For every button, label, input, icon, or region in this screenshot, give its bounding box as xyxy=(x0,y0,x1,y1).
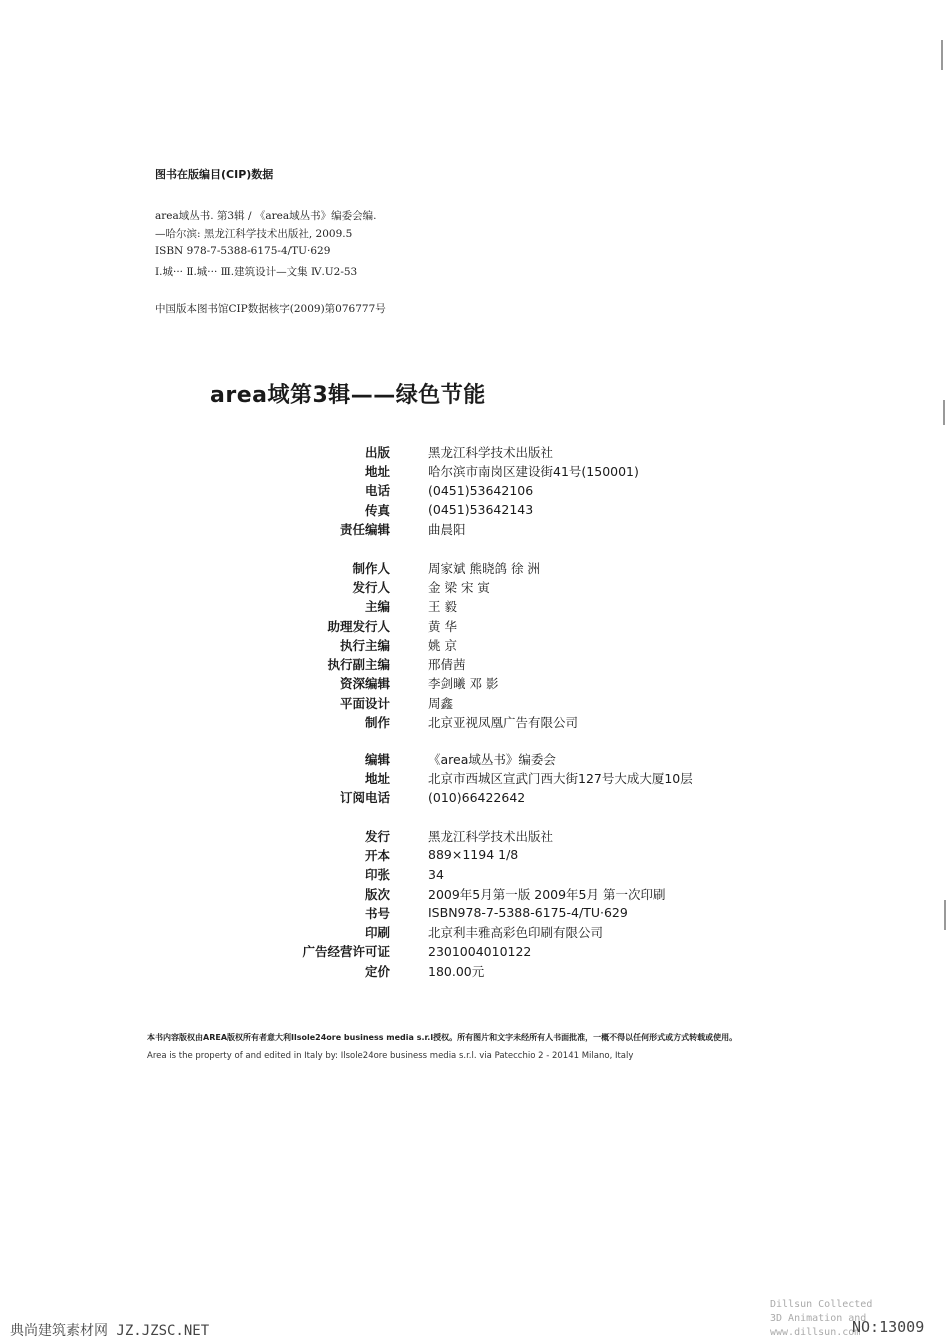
info-label: 执行主编 xyxy=(339,637,390,653)
info-label: 发行人 xyxy=(352,579,390,595)
info-group-staff xyxy=(270,558,770,732)
info-label: 制作 xyxy=(364,715,390,731)
info-value: 34 xyxy=(428,866,444,882)
info-row xyxy=(270,826,770,845)
watermark-number: NO:13009 xyxy=(852,1318,925,1336)
info-label: 地址 xyxy=(364,770,390,786)
info-value: 邢倩茜 xyxy=(428,657,466,673)
info-group-publisher xyxy=(270,442,770,538)
book-title: area域第3辑——绿色节能 xyxy=(210,383,486,408)
info-row xyxy=(270,577,770,596)
info-row xyxy=(270,442,770,461)
info-label: 广告经营许可证 xyxy=(302,944,390,960)
info-value: (010)66422642 xyxy=(428,789,526,805)
info-label: 印张 xyxy=(364,867,390,883)
info-label: 地址 xyxy=(364,463,390,479)
cip-line: Ⅰ.城··· Ⅱ.城··· Ⅲ.建筑设计—文集 Ⅳ.U2-53 xyxy=(155,266,358,278)
watermark-line: Dillsun Collected xyxy=(770,1299,873,1310)
info-row xyxy=(270,884,770,903)
info-row xyxy=(270,519,770,538)
watermark-line: 3D Animation and xyxy=(770,1313,867,1324)
info-label: 版次 xyxy=(364,886,390,902)
info-row xyxy=(270,961,770,980)
info-label: 编辑 xyxy=(364,751,390,767)
scan-edge-mark xyxy=(941,40,943,70)
info-value: 2301004010122 xyxy=(428,943,532,959)
info-value: 周鑫 xyxy=(428,695,454,711)
info-row xyxy=(270,712,770,731)
info-value: 北京利丰雅高彩色印刷有限公司 xyxy=(428,925,604,941)
cip-approval: 中国版本图书馆CIP数据核字(2009)第076777号 xyxy=(155,303,386,315)
info-row xyxy=(270,500,770,519)
info-value: ISBN978-7-5388-6175-4/TU·629 xyxy=(428,905,628,921)
info-row xyxy=(270,845,770,864)
watermark-line: www.dillsun.com xyxy=(770,1327,861,1338)
info-row xyxy=(270,616,770,635)
info-group-editorial xyxy=(270,749,770,807)
info-label: 开本 xyxy=(364,847,390,863)
info-label: 印刷 xyxy=(364,925,390,941)
info-label: 定价 xyxy=(364,963,390,979)
info-label: 主编 xyxy=(364,599,390,615)
info-value: 黑龙江科学技术出版社 xyxy=(428,444,554,460)
info-row xyxy=(270,635,770,654)
info-value: (0451)53642143 xyxy=(428,502,534,518)
watermark-site: 典尚建筑素材网 JZ.JZSC.NET xyxy=(10,1323,210,1339)
info-label: 书号 xyxy=(364,905,390,921)
info-row xyxy=(270,693,770,712)
info-row xyxy=(270,481,770,500)
info-label: 资深编辑 xyxy=(339,676,390,692)
info-value: 金 梁 宋 寅 xyxy=(428,579,490,595)
info-value: 2009年5月第一版 2009年5月 第一次印刷 xyxy=(428,886,666,902)
info-row xyxy=(270,922,770,941)
info-label: 制作人 xyxy=(352,560,390,576)
copyright-cn: 本书内容版权由AREA版权所有者意大利Ilsole24ore business media s.r.l授权。所有图片和文字未经所有人书面批准，一概不得以任何形式或方式转载或使用。 xyxy=(147,1033,738,1042)
cip-line: ISBN 978-7-5388-6175-4/TU·629 xyxy=(155,245,331,257)
info-label: 电话 xyxy=(364,483,390,499)
info-label: 订阅电话 xyxy=(339,790,390,806)
info-value: 北京市西城区宣武门西大街127号大成大厦10层 xyxy=(428,770,693,786)
cip-line: —哈尔滨: 黑龙江科学技术出版社, 2009.5 xyxy=(155,228,353,240)
info-label: 平面设计 xyxy=(339,695,390,711)
info-row xyxy=(270,558,770,577)
info-value: 李剑曦 邓 影 xyxy=(428,676,499,692)
info-value: 180.00元 xyxy=(428,963,485,979)
info-row xyxy=(270,788,770,807)
info-label: 执行副主编 xyxy=(327,657,390,673)
info-row xyxy=(270,768,770,787)
info-label: 责任编辑 xyxy=(339,521,390,537)
info-label: 发行 xyxy=(364,828,390,844)
info-label: 助理发行人 xyxy=(327,618,390,634)
info-row xyxy=(270,865,770,884)
scan-edge-mark xyxy=(943,400,945,425)
info-row xyxy=(270,903,770,922)
info-row xyxy=(270,461,770,480)
info-value: 黑龙江科学技术出版社 xyxy=(428,828,554,844)
copyright-en: Area is the property of and edited in Italy by: Ilsole24ore business media s.r.l. via Patecchio 2 - 20141 Milano, Italy xyxy=(147,1051,634,1061)
info-row xyxy=(270,597,770,616)
info-value: 周家斌 熊晓鸽 徐 洲 xyxy=(428,560,540,576)
info-row xyxy=(270,674,770,693)
cip-heading: 图书在版编目(CIP)数据 xyxy=(155,168,274,181)
info-row xyxy=(270,749,770,768)
info-value: 哈尔滨市南岗区建设街41号(150001) xyxy=(428,463,639,479)
info-value: 王 毅 xyxy=(428,599,457,615)
info-value: 889×1194 1/8 xyxy=(428,847,519,863)
scan-edge-mark xyxy=(944,900,946,930)
info-value: 姚 京 xyxy=(428,637,457,653)
info-label: 传真 xyxy=(364,502,390,518)
info-label: 出版 xyxy=(364,444,390,460)
cip-line: area域丛书. 第3辑 / 《area域丛书》编委会编. xyxy=(155,210,377,222)
info-value: 北京亚视凤凰广告有限公司 xyxy=(428,715,579,731)
info-value: 曲晨阳 xyxy=(428,521,466,537)
info-group-distribution xyxy=(270,826,770,980)
info-value: 《area域丛书》编委会 xyxy=(428,751,556,767)
info-row xyxy=(270,942,770,961)
info-row xyxy=(270,654,770,673)
info-value: (0451)53642106 xyxy=(428,482,534,498)
info-value: 黄 华 xyxy=(428,618,457,634)
